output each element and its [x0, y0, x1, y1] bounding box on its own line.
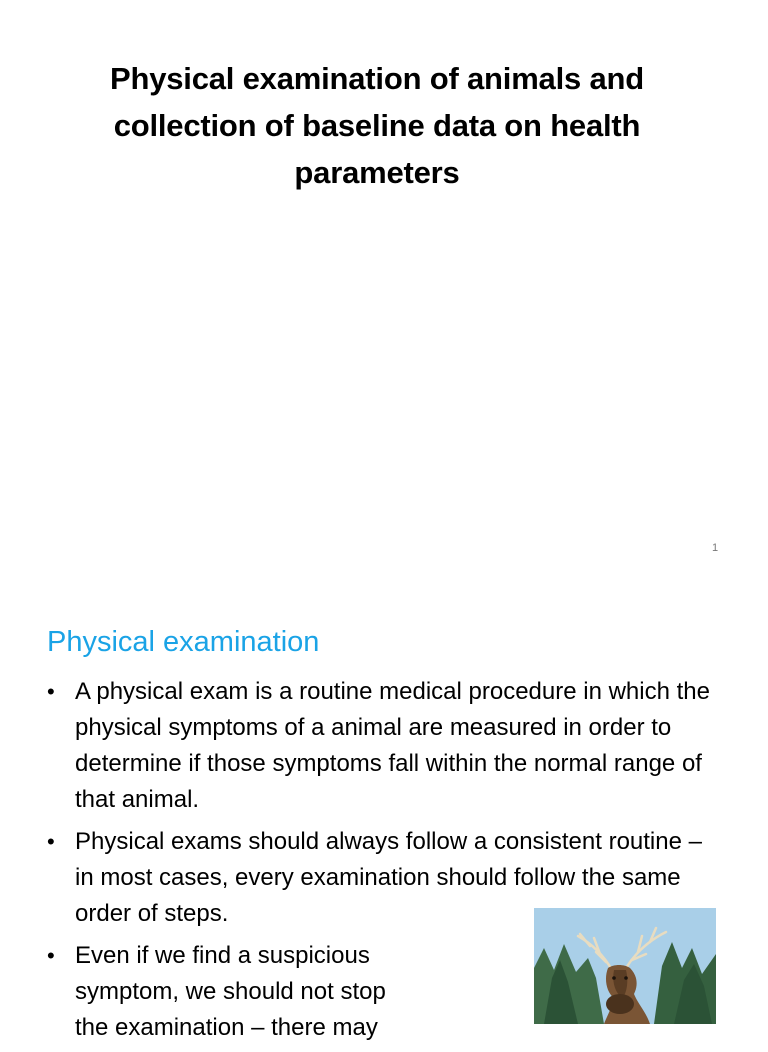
- bullet-item: [47, 674, 727, 818]
- slide-2: [0, 600, 768, 1041]
- bullet-text: Even if we find a suspicious symptom, we should not stop the examination – there may: [75, 942, 386, 1041]
- elk-image-icon: [534, 908, 716, 1024]
- bullet-icon: •: [47, 943, 55, 968]
- bullet-text: A physical exam is a routine medical procedure in which the physical symptoms of a animal are measured in order to determine if those symptoms fall within the normal range of that animal.: [75, 678, 710, 813]
- bullet-text: Physical exams should always follow a consistent routine – in most cases, every examination should follow the same order of steps.: [75, 828, 702, 927]
- bullet-icon: •: [47, 679, 55, 704]
- section-heading: Physical examination: [47, 626, 320, 658]
- bullet-icon: •: [47, 829, 55, 854]
- slide-title: Physical examination of animals and collection of baseline data on health parameters: [110, 61, 644, 190]
- bullet-item: [47, 938, 405, 1046]
- elk-photo: [534, 908, 716, 1024]
- page-number: 1: [711, 542, 719, 554]
